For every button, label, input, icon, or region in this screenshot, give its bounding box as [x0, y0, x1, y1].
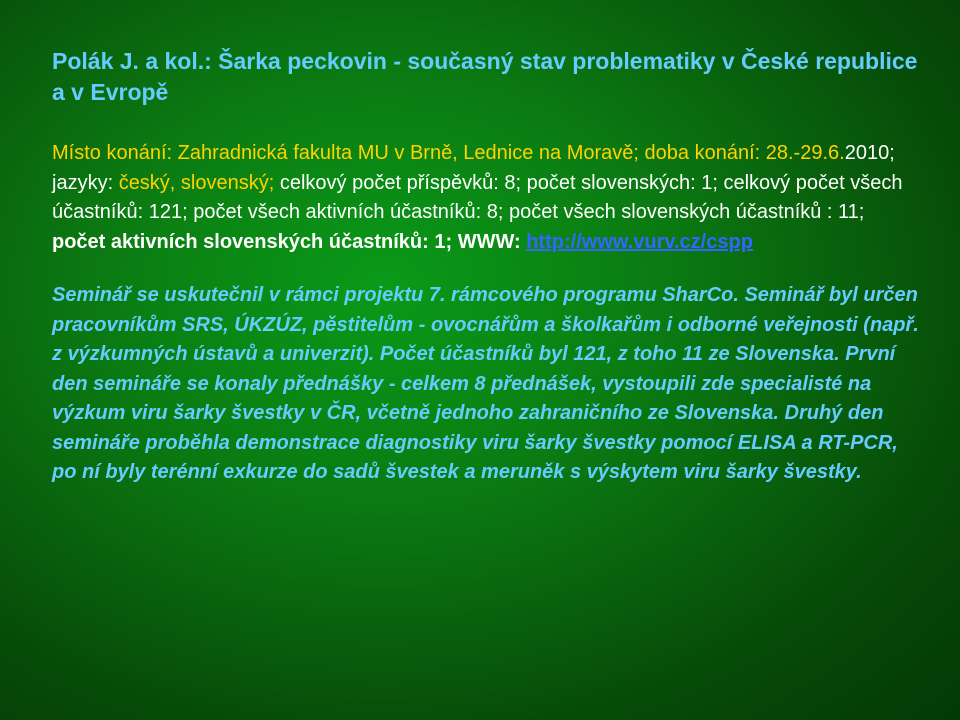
www-link[interactable]: http://www.vurv.cz/cspp [526, 230, 753, 253]
slide-title: Polák J. a kol.: Šarka peckovin - současný stav problematiky v České republice a v Evropě [52, 48, 918, 105]
www-label: WWW: [457, 230, 521, 253]
languages-label: jazyky: [52, 171, 114, 194]
place-label: Místo konání: [52, 142, 173, 164]
participants-total-value: 121; [148, 201, 188, 223]
contrib-total-label: celkový počet příspěvků: [279, 171, 499, 194]
date-value-rest: 2010; [844, 142, 895, 164]
sk-active-value: 1; [434, 230, 453, 253]
contrib-sk-label: počet slovenských: [526, 171, 696, 194]
event-details [52, 139, 922, 257]
sk-total-label: počet všech slovenských účastníků : [508, 201, 833, 223]
languages-value: český, slovenský; [118, 171, 275, 194]
participants-total-label: celkový počet všech účastníků: [52, 171, 903, 223]
sk-total-value: 11; [838, 201, 865, 223]
contrib-total-value: 8; [504, 171, 522, 194]
date-label: doba konání: [644, 142, 761, 164]
seminar-description: Seminář se uskutečnil v rámci projektu 7. rámcového programu SharCo. Seminář byl určen pracovníkům SRS, ÚKZÚZ, pěstitelům - ovocnářům a školkařům i odborné veřejnosti (např. z výzkumných ústavů a univerzit). Počet účastníků byl 121, z toho 11 ze Slovenska. První den semináře se konaly přednášky - celkem 8 přednášek, vystoupili zde specialisté na výzkum viru šarky švestky v ČR, včetně jednoho zahraničního ze Slovenska. Druhý den semináře proběhla demonstrace diagnostiky viru šarky švestky pomocí ELISA a RT-PCR, po ní byly terénní exkurze do sadů švestek a meruněk s výskytem viru šarky švestky. [52, 284, 919, 483]
active-total-value: 8; [486, 201, 504, 223]
sk-active-label: počet aktivních slovenských účastníků: [52, 230, 429, 253]
active-total-label: počet všech aktivních účastníků: [193, 201, 482, 223]
place-value: Zahradnická fakulta MU v Brně, Lednice na Moravě; [177, 142, 639, 164]
slide-content [52, 46, 922, 488]
contrib-sk-value: 1; [701, 171, 718, 194]
date-value: 28.-29.6. [765, 142, 845, 164]
